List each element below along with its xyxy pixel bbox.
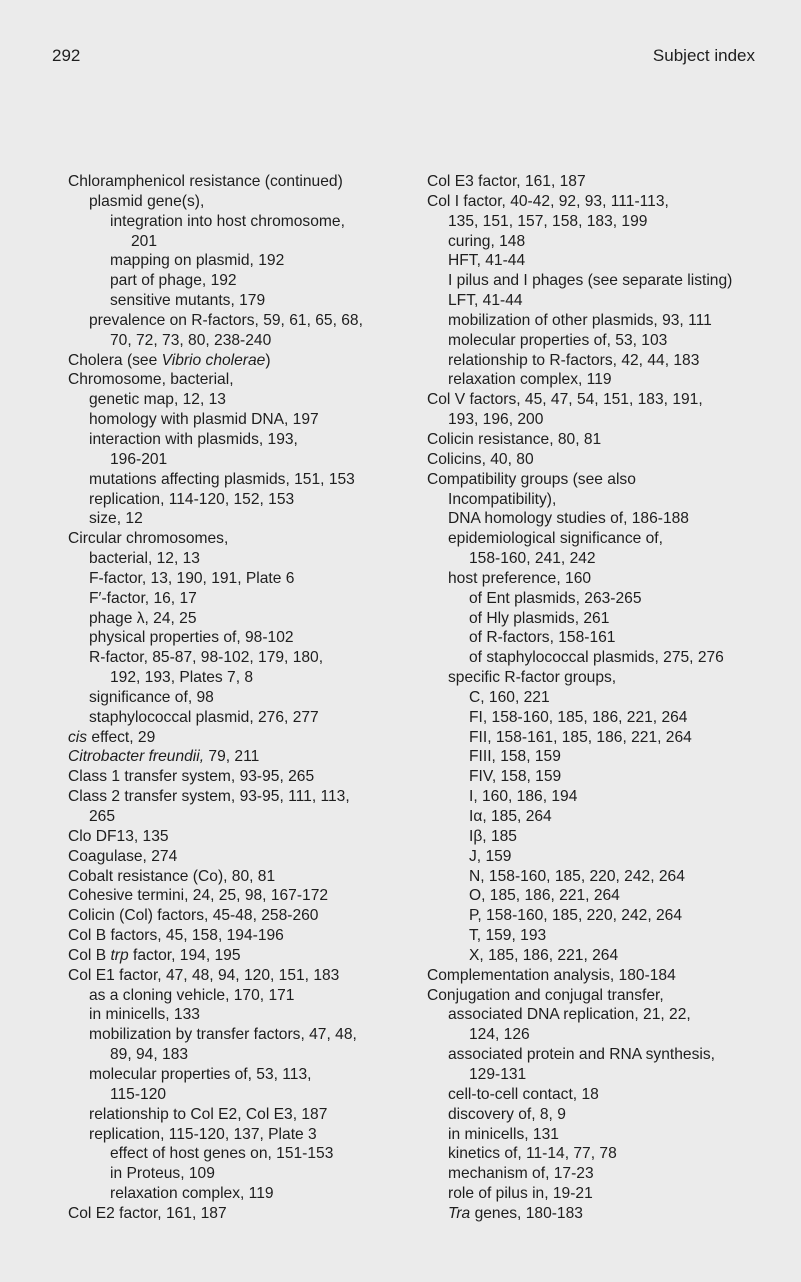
index-entry (68, 708, 438, 728)
index-entry (68, 351, 438, 371)
index-entry (68, 728, 438, 748)
index-entry-text: part of phage, 192 (110, 272, 237, 290)
index-entry-text: Class 2 transfer system, 93-95, 111, 113, (68, 788, 350, 806)
index-entry-text: 201 (131, 232, 158, 250)
index-entry (68, 390, 438, 410)
index-entry-text: role of pilus in, 19-21 (448, 1185, 593, 1203)
index-entry (68, 628, 438, 648)
index-entry (68, 926, 438, 946)
index-entry (427, 370, 797, 390)
index-entry-text: in Proteus, 109 (110, 1165, 215, 1183)
index-entry (427, 1045, 797, 1065)
index-entry (427, 549, 797, 569)
index-entry (68, 986, 438, 1006)
index-entry (427, 1005, 797, 1025)
index-entry-text: FIV, 158, 159 (469, 768, 562, 786)
index-entry-text: size, 12 (89, 510, 143, 528)
index-entry-text: O, 185, 186, 221, 264 (469, 887, 620, 905)
index-entry-text: R-factor, 85-87, 98-102, 179, 180, (89, 649, 324, 667)
index-entry (427, 291, 797, 311)
index-entry-text: replication, 114-120, 152, 153 (89, 490, 295, 508)
index-entry-text: of Hly plasmids, 261 (469, 609, 610, 627)
index-entry-text: associated DNA replication, 21, 22, (448, 1006, 691, 1024)
index-entry (427, 1105, 797, 1125)
index-entry-text: Compatibility groups (see also (427, 470, 636, 488)
index-entry-text: ) (265, 351, 271, 369)
index-entry (68, 549, 438, 569)
index-entry (68, 787, 438, 807)
index-entry (427, 946, 797, 966)
index-entry-text: 115-120 (110, 1085, 167, 1103)
index-entry (427, 926, 797, 946)
index-entry (427, 251, 797, 271)
index-column-right (427, 172, 797, 1224)
index-entry-text: as a cloning vehicle, 170, 171 (89, 986, 295, 1004)
index-entry-text: I, 160, 186, 194 (469, 788, 578, 806)
index-entry (427, 351, 797, 371)
page-header (52, 46, 755, 66)
index-entry (427, 1164, 797, 1184)
index-entry-text: Colicin (Col) factors, 45-48, 258-260 (68, 907, 319, 925)
index-entry (68, 1045, 438, 1065)
index-entry (427, 311, 797, 331)
index-entry (68, 767, 438, 787)
index-entry (68, 1065, 438, 1085)
index-entry-text: Col I factor, 40-42, 92, 93, 111-113, (427, 192, 669, 210)
index-entry-text: Col V factors, 45, 47, 54, 151, 183, 191, (427, 391, 703, 409)
index-entry-text: Cobalt resistance (Co), 80, 81 (68, 867, 276, 885)
index-entry (427, 1025, 797, 1045)
index-entry-text: Coagulase, 274 (68, 847, 178, 865)
index-entry-text: F-factor, 13, 190, 191, Plate 6 (89, 569, 295, 587)
index-entry-text: Cholera (see (68, 351, 162, 369)
index-entry (427, 827, 797, 847)
index-entry (68, 509, 438, 529)
index-entry-text: 129-131 (469, 1065, 527, 1083)
index-entry-text: in minicells, 131 (448, 1125, 559, 1143)
index-entry-text: FI, 158-160, 185, 186, 221, 264 (469, 708, 688, 726)
index-entry-italic: Tra (448, 1204, 471, 1222)
index-entry (427, 767, 797, 787)
index-entry-text: sensitive mutants, 179 (110, 292, 266, 310)
index-entry-text: Chloramphenicol resistance (continued) (68, 173, 343, 190)
index-entry (68, 470, 438, 490)
index-entry (427, 589, 797, 609)
index-entry-text: phage λ, 24, 25 (89, 609, 197, 627)
index-entry-text: Col B factors, 45, 158, 194-196 (68, 927, 284, 945)
index-entry (68, 668, 438, 688)
index-column-left (68, 172, 438, 1224)
index-entry-text: LFT, 41-44 (448, 292, 523, 310)
index-entry-text: discovery of, 8, 9 (448, 1105, 566, 1123)
index-entry (68, 1164, 438, 1184)
index-entry (68, 906, 438, 926)
index-entry (68, 1105, 438, 1125)
index-entry (427, 569, 797, 589)
index-entry (68, 847, 438, 867)
index-entry-italic: Citrobacter freundii, (68, 748, 205, 766)
index-entry-text: X, 185, 186, 221, 264 (469, 946, 619, 964)
index-entry (68, 648, 438, 668)
index-entry-text: specific R-factor groups, (448, 669, 617, 687)
index-entry (427, 430, 797, 450)
index-entry-text: C, 160, 221 (469, 688, 550, 706)
index-entry-text: significance of, 98 (89, 688, 214, 706)
index-entry-text: Class 1 transfer system, 93-95, 265 (68, 768, 315, 786)
index-entry-text: I pilus and I phages (see separate listing) (448, 272, 733, 290)
index-entry (427, 1125, 797, 1145)
index-entry-text: in minicells, 133 (89, 1006, 200, 1024)
index-entry (427, 728, 797, 748)
index-entry (427, 1204, 797, 1224)
index-entry-text: relaxation complex, 119 (448, 371, 612, 389)
index-entry (427, 747, 797, 767)
index-entry (427, 192, 797, 212)
index-entry-text: Clo DF13, 135 (68, 827, 169, 845)
index-entry-text: Chromosome, bacterial, (68, 371, 234, 389)
index-entry (68, 331, 438, 351)
index-entry-text: 196-201 (110, 450, 168, 468)
index-entry-text: Colicin resistance, 80, 81 (427, 430, 602, 448)
index-entry (68, 867, 438, 887)
index-entry (68, 450, 438, 470)
index-entry-text: genetic map, 12, 13 (89, 391, 226, 409)
index-entry-text: F′-factor, 16, 17 (89, 589, 197, 607)
index-entry-text: 89, 94, 183 (110, 1046, 189, 1064)
index-entry (68, 291, 438, 311)
index-entry-text: cell-to-cell contact, 18 (448, 1085, 599, 1103)
index-entry-text: 158-160, 241, 242 (469, 550, 596, 568)
index-entry-text: Iα, 185, 264 (469, 808, 552, 825)
index-entry-text: Colicins, 40, 80 (427, 450, 534, 468)
index-entry (427, 688, 797, 708)
index-entry-text: relationship to Col E2, Col E3, 187 (89, 1105, 328, 1123)
index-entry (427, 966, 797, 986)
index-entry-text: kinetics of, 11-14, 77, 78 (448, 1145, 617, 1163)
index-entry-text: host preference, 160 (448, 569, 592, 587)
index-entry (427, 529, 797, 549)
index-entry-text: Conjugation and conjugal transfer, (427, 986, 664, 1004)
index-entry (427, 847, 797, 867)
index-entry (68, 490, 438, 510)
index-entry-text: 70, 72, 73, 80, 238-240 (110, 331, 272, 349)
index-entry-italic: trp (110, 946, 129, 964)
index-entry-text: staphylococcal plasmid, 276, 277 (89, 708, 319, 726)
index-entry (68, 688, 438, 708)
index-entry (68, 886, 438, 906)
index-entry (68, 172, 438, 192)
index-entry (427, 271, 797, 291)
index-entry-text: DNA homology studies of, 186-188 (448, 510, 689, 528)
index-entry-text: Col B (68, 946, 111, 964)
index-entry-text: 193, 196, 200 (448, 411, 544, 429)
index-entry-text: effect, 29 (87, 728, 156, 746)
index-entry-text: prevalence on R-factors, 59, 61, 65, 68, (89, 311, 363, 329)
index-entry (68, 430, 438, 450)
index-entry-text: homology with plasmid DNA, 197 (89, 411, 319, 429)
index-entry-text: Iβ, 185 (469, 827, 517, 845)
index-entry-text: FII, 158-161, 185, 186, 221, 264 (469, 728, 692, 746)
index-entry-text: P, 158-160, 185, 220, 242, 264 (469, 907, 683, 925)
index-entry (427, 708, 797, 728)
index-entry (68, 1144, 438, 1164)
index-entry-text: integration into host chromosome, (110, 212, 345, 230)
index-entry-text: physical properties of, 98-102 (89, 629, 294, 647)
index-entry (427, 172, 797, 192)
index-entry (427, 1144, 797, 1164)
index-entry (427, 787, 797, 807)
index-entry (68, 807, 438, 827)
index-entry-text: of Ent plasmids, 263-265 (469, 589, 642, 607)
index-entry (68, 569, 438, 589)
index-entry (68, 212, 438, 232)
index-entry-text: Cohesive termini, 24, 25, 98, 167-172 (68, 887, 329, 905)
index-entry (68, 251, 438, 271)
index-entry (68, 311, 438, 331)
index-entry (427, 410, 797, 430)
index-entry (68, 1085, 438, 1105)
index-entry (68, 747, 438, 767)
index-entry (427, 232, 797, 252)
index-entry (68, 609, 438, 629)
index-entry-text: bacterial, 12, 13 (89, 550, 200, 568)
index-entry (427, 1085, 797, 1105)
index-entry-text: 192, 193, Plates 7, 8 (110, 669, 254, 687)
index-entry (68, 232, 438, 252)
index-entry (427, 609, 797, 629)
index-entry (68, 370, 438, 390)
index-entry (427, 628, 797, 648)
index-entry-text: J, 159 (469, 847, 512, 865)
index-entry-text: Col E1 factor, 47, 48, 94, 120, 151, 183 (68, 966, 340, 984)
index-entry (68, 192, 438, 212)
index-entry-text: factor, 194, 195 (128, 946, 241, 964)
index-entry-text: relaxation complex, 119 (110, 1185, 274, 1203)
index-entry-text: Col E2 factor, 161, 187 (68, 1204, 227, 1222)
index-entry-text: T, 159, 193 (469, 927, 547, 945)
index-entry-text: effect of host genes on, 151-153 (110, 1145, 334, 1163)
index-entry-italic: Vibrio cholerae (161, 351, 266, 369)
page-number: 292 (52, 46, 81, 65)
index-entry (427, 331, 797, 351)
index-entry (68, 1025, 438, 1045)
index-entry-text: of staphylococcal plasmids, 275, 276 (469, 649, 724, 667)
index-entry-text: associated protein and RNA synthesis, (448, 1046, 715, 1064)
index-entry-text: of R-factors, 158-161 (469, 629, 616, 647)
index-entry-text: epidemiological significance of, (448, 530, 663, 548)
index-entry (68, 589, 438, 609)
index-entry-text: HFT, 41-44 (448, 252, 526, 270)
index-entry (68, 529, 438, 549)
index-entry (427, 886, 797, 906)
index-entry-text: molecular properties of, 53, 103 (448, 331, 668, 349)
index-entry-text: Incompatibility), (448, 490, 557, 508)
index-entry-text: mapping on plasmid, 192 (110, 252, 285, 270)
index-entry-text: mobilization of other plasmids, 93, 111 (448, 311, 712, 329)
index-entry-italic: cis (68, 728, 88, 746)
index-entry (427, 986, 797, 1006)
index-entry-text: mobilization by transfer factors, 47, 48, (89, 1026, 357, 1044)
index-entry (68, 1125, 438, 1145)
index-entry-text: 79, 211 (204, 748, 260, 766)
index-entry (427, 509, 797, 529)
index-entry-text: mutations affecting plasmids, 151, 153 (89, 470, 355, 488)
index-entry (427, 450, 797, 470)
index-entry (68, 966, 438, 986)
index-entry (68, 271, 438, 291)
index-entry (427, 212, 797, 232)
index-entry-text: interaction with plasmids, 193, (89, 430, 298, 448)
section-title: Subject index (652, 46, 755, 65)
index-entry-text: Complementation analysis, 180-184 (427, 966, 676, 984)
index-entry-text: replication, 115-120, 137, Plate 3 (89, 1125, 317, 1143)
index-entry-text: relationship to R-factors, 42, 44, 183 (448, 351, 700, 369)
index-entry (68, 1204, 438, 1224)
index-entry (427, 1184, 797, 1204)
index-entry (427, 867, 797, 887)
index-entry (427, 1065, 797, 1085)
index-entry-text: 124, 126 (469, 1026, 530, 1044)
index-entry (68, 1184, 438, 1204)
index-entry-text: molecular properties of, 53, 113, (89, 1065, 312, 1083)
index-entry-text: mechanism of, 17-23 (448, 1165, 594, 1183)
index-entry-text: N, 158-160, 185, 220, 242, 264 (469, 867, 685, 885)
index-entry (427, 906, 797, 926)
index-entry-text: curing, 148 (448, 232, 526, 250)
index-entry-text: Col E3 factor, 161, 187 (427, 173, 586, 190)
index-entry (427, 470, 797, 490)
index-entry (427, 807, 797, 827)
index-entry (427, 648, 797, 668)
index-entry-text: Circular chromosomes, (68, 530, 229, 548)
index-entry (68, 1005, 438, 1025)
index-entry (427, 390, 797, 410)
index-entry-text: genes, 180-183 (470, 1204, 583, 1222)
index-entry (68, 410, 438, 430)
index-entry-text: 265 (89, 808, 116, 825)
index-entry (68, 946, 438, 966)
index-entry (427, 490, 797, 510)
index-entry (427, 668, 797, 688)
index-entry (68, 827, 438, 847)
index-entry-text: FIII, 158, 159 (469, 748, 561, 766)
index-entry-text: 135, 151, 157, 158, 183, 199 (448, 212, 648, 230)
index-entry-text: plasmid gene(s), (89, 192, 205, 210)
